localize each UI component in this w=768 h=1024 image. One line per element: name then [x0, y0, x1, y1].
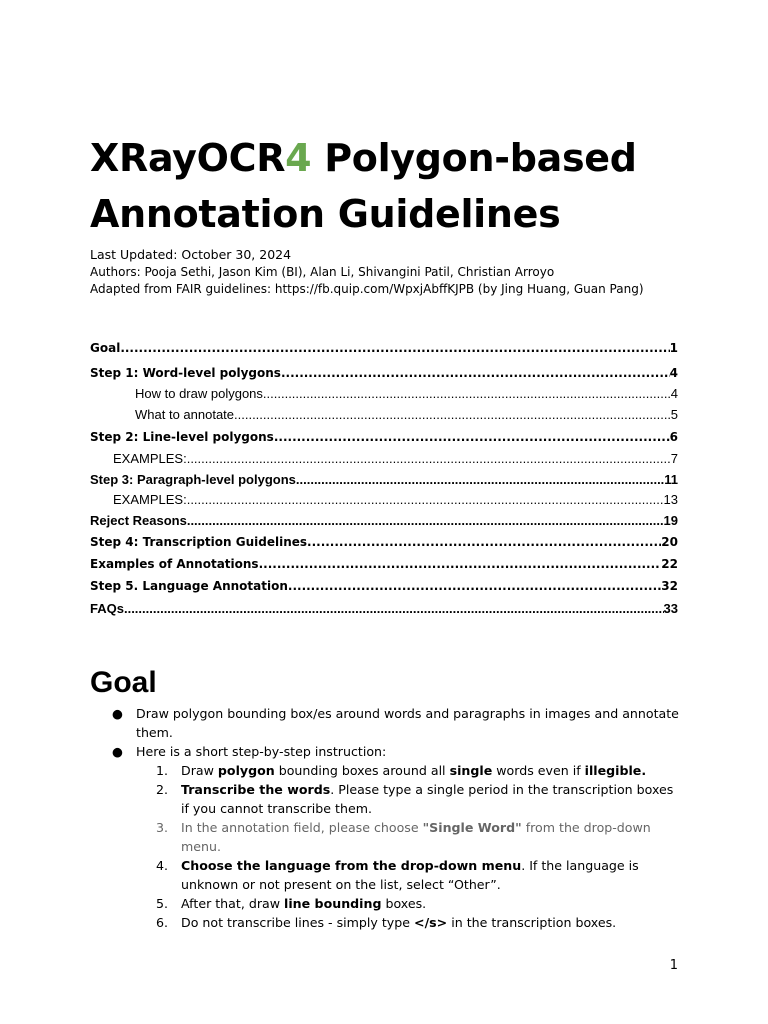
title-line-1 [90, 130, 730, 186]
toc-entry-reject-reasons[interactable]: Reject Reasons ..... 19 [90, 513, 678, 534]
toc-entry-goal[interactable]: Goal ..... 1 [90, 341, 678, 363]
toc-entry-step2-examples[interactable]: EXAMPLES: ..... 7 [90, 451, 678, 472]
title-text-rest: Polygon-based [311, 136, 637, 180]
adapted-from: Adapted from FAIR guidelines: https://fb.quip.com/WpxjAbffKJPB (by Jing Huang, Guan Pang) [90, 282, 644, 296]
toc-entry-faqs[interactable]: FAQs ..... 33 [90, 601, 678, 623]
step-list [90, 761, 680, 932]
table-of-contents [90, 341, 678, 623]
last-updated: Last Updated: October 30, 2024 [90, 247, 292, 262]
title-accent-number: 4 [285, 136, 312, 180]
title-text: XRayOCR [90, 136, 286, 180]
goal-heading: Goal [90, 666, 157, 699]
step-item-2: 2. Transcribe the words. Please type a single period in the transcription boxes if you cannot transcribe them. [156, 782, 674, 816]
toc-entry-what-to-annotate[interactable]: What to annotate ..... 5 [90, 407, 678, 428]
step-item-4: 4. Choose the language from the drop-down menu. If the language is unknown or not present on the list, select “Other”. [156, 858, 639, 892]
toc-entry-step3[interactable]: Step 3: Paragraph-level polygons ..... 11 [90, 472, 678, 492]
toc-entry-step4[interactable]: Step 4: Transcription Guidelines ..... 20 [90, 535, 678, 557]
list-item: ● Here is a short step-by-step instruction: [112, 744, 387, 759]
page-number: 1 [669, 958, 678, 973]
toc-entry-step5[interactable]: Step 5. Language Annotation ..... 32 [90, 579, 678, 601]
authors: Authors: Pooja Sethi, Jason Kim (BI), Alan Li, Shivangini Patil, Christian Arroyo [90, 265, 555, 279]
title-line-2: Annotation Guidelines [90, 192, 561, 236]
bullet-icon: ● [112, 744, 123, 759]
toc-entry-examples-of-annotations[interactable]: Examples of Annotations ..... 22 [90, 557, 678, 579]
goal-instructions [90, 704, 680, 932]
step-item-5: 5. After that, draw line bounding boxes. [156, 896, 427, 911]
list-item: ● Draw polygon bounding box/es around words and paragraphs in images and annotate them. [112, 706, 679, 740]
toc-entry-how-to-draw[interactable]: How to draw polygons ..... 4 [90, 386, 678, 407]
step-item-6: 6. Do not transcribe lines - simply type </s> in the transcription boxes. [156, 915, 617, 930]
toc-entry-step3-examples[interactable]: EXAMPLES: ..... 13 [90, 492, 678, 513]
step-item-3: 3. In the annotation field, please choose "Single Word" from the drop-down menu. [156, 820, 651, 854]
toc-entry-step2[interactable]: Step 2: Line-level polygons ..... 6 [90, 430, 678, 451]
step-item-1: 1. Draw polygon bounding boxes around all single words even if illegible. [156, 763, 647, 778]
bullet-icon: ● [112, 706, 123, 721]
toc-entry-step1[interactable]: Step 1: Word-level polygons ..... 4 [90, 366, 678, 386]
document-meta [90, 246, 730, 298]
document-title [90, 130, 730, 242]
